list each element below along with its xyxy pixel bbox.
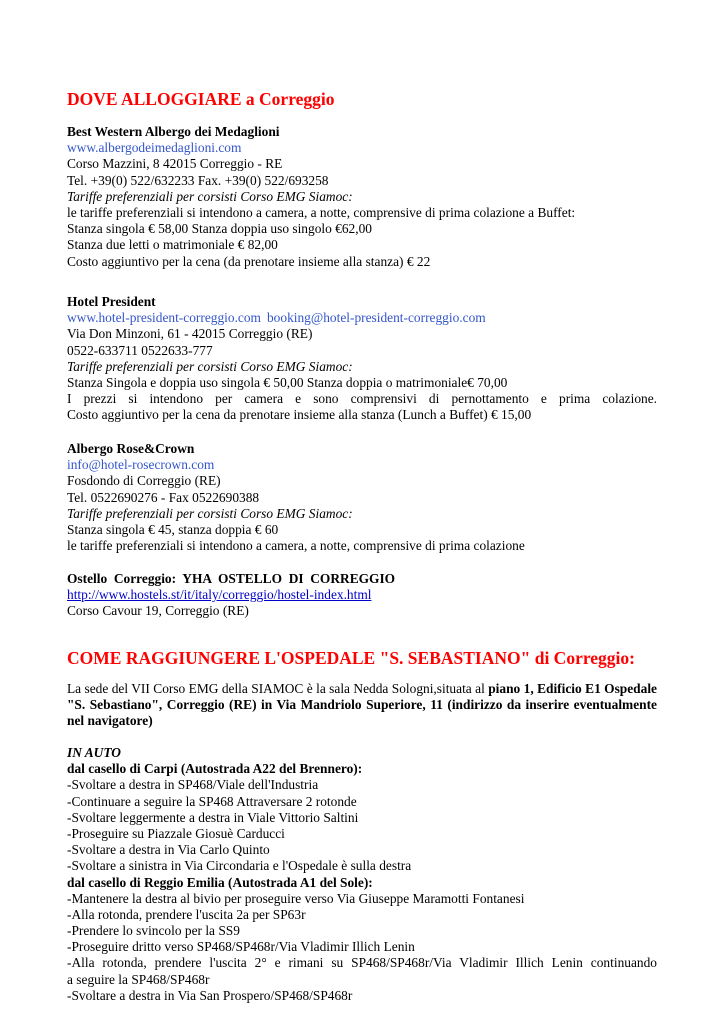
route-step: -Alla rotonda, prendere l'uscita 2° e rimani su SP468/SP468r/Via Vladimir Illich Lenin continuando bbox=[67, 955, 657, 971]
hotel-website-link[interactable]: www.hotel-president-correggio.com bbox=[67, 310, 261, 326]
hotel-name: Best Western Albergo dei Medaglioni bbox=[67, 124, 280, 139]
hotel-dinner-cost: Costo aggiuntivo per la cena da prenotare insieme alla stanza (Lunch a Buffet) € 15,00 bbox=[67, 407, 532, 423]
hotel-rate-double: Stanza due letti o matrimoniale € 82,00 bbox=[67, 237, 278, 253]
hotel-rates-title: Tariffe preferenziali per corsisti Corso EMG Siamoc: bbox=[67, 358, 353, 374]
hotel-address: Fosdondo di Correggio (RE) bbox=[67, 473, 221, 489]
route-step: a seguire la SP468/SP468r bbox=[67, 971, 210, 987]
route-step: -Continuare a seguire la SP468 Attraversare 2 rotonde bbox=[67, 793, 357, 809]
hotel-rates-note: le tariffe preferenziali si intendono a camera, a notte, comprensive di prima colazione a Buffet: bbox=[67, 204, 576, 220]
hotel-name: Albergo Rose&Crown bbox=[67, 441, 195, 456]
hotel-email-link[interactable]: booking@hotel-president-correggio.com bbox=[266, 310, 486, 326]
route-step: -Prendere lo svincolo per la SS9 bbox=[67, 923, 240, 939]
hotel-rate-single bbox=[67, 375, 657, 391]
route-step: -Svoltare a destra in Via Carlo Quinto bbox=[67, 842, 270, 858]
rate-text: Stanza singola € 58,00 Stanza doppia uso singolo € bbox=[67, 221, 342, 237]
route-step: -Proseguire su Piazzale Giosuè Carducci bbox=[67, 825, 285, 841]
hotel-address: Via Don Minzoni, 61 - 42015 Correggio (RE) bbox=[67, 326, 313, 342]
hotel-dinner-cost: Costo aggiuntivo per la cena (da prenotare insieme alla stanza) € 22 bbox=[67, 253, 431, 269]
hostel-block bbox=[67, 571, 657, 620]
hotel-rates-note: le tariffe preferenziali si intendono a camera, a notte, comprensive di prima colazione bbox=[67, 538, 525, 554]
directions-block bbox=[67, 745, 657, 1004]
hotel-rate-single bbox=[67, 221, 657, 237]
route-step: -Svoltare leggermente a destra in Viale Vittorio Saltini bbox=[67, 809, 359, 825]
hotel-rates: Stanza singola € 45, stanza doppia € 60 bbox=[67, 521, 279, 537]
hotel-rates-title: Tariffe preferenziali per corsisti Corso EMG Siamoc: bbox=[67, 188, 353, 204]
intro-text bbox=[67, 681, 657, 730]
route-carpi-title: dal casello di Carpi (Autostrada A22 del Brennero): bbox=[67, 761, 363, 777]
rate-text: Stanza Singola e doppia uso singola € 50,00 Stanza doppia o matrimoniale bbox=[67, 374, 468, 390]
route-step: -Svoltare a sinistra in Via Circondaria e l'Ospedale è sulla destra bbox=[67, 858, 412, 874]
by-car-heading: IN AUTO bbox=[67, 745, 121, 760]
hostel-name: Ostello Correggio: YHA OSTELLO DI CORREGGIO bbox=[67, 571, 396, 586]
intro-normal: La sede del VII Corso EMG della SIAMOC è la sala Nedda Sologni,situata al bbox=[67, 681, 489, 696]
route-step: -Svoltare a destra in Via San Prospero/SP468/SP468r bbox=[67, 987, 353, 1003]
hotel-website-link[interactable]: www.albergodeimedaglioni.com bbox=[67, 140, 242, 156]
intro-bold: piano 1, Edificio E1 Ospedale "S. Sebastiano", Correggio (RE) in Via Mandriolo Superiore, 11 (indirizzo da inserire eventualmente nel navigatore) bbox=[67, 681, 657, 729]
route-step: -Svoltare a destra in SP468/Viale dell'Industria bbox=[67, 777, 319, 793]
hotel-rosecrown-block bbox=[67, 441, 657, 554]
venue-intro-paragraph bbox=[67, 681, 657, 730]
rate-value: 62,00 bbox=[341, 221, 372, 237]
hotel-rates-title: Tariffe preferenziali per corsisti Corso EMG Siamoc: bbox=[67, 505, 353, 521]
hotel-prices-note: I prezzi si intendono per camera e sono comprensivi di pernottamento e prima colazione. bbox=[67, 391, 657, 407]
hotel-address: Corso Mazzini, 8 42015 Correggio - RE bbox=[67, 156, 283, 172]
hostel-address: Corso Cavour 19, Correggio (RE) bbox=[67, 603, 249, 619]
hotel-links bbox=[67, 310, 657, 326]
heading-how-to-reach: COME RAGGIUNGERE L'OSPEDALE "S. SEBASTIANO" di Correggio: bbox=[67, 648, 635, 668]
hotel-phone: Tel. +39(0) 522/632233 Fax. +39(0) 522/693258 bbox=[67, 172, 329, 188]
route-step: -Alla rotonda, prendere l'uscita 2a per SP63r bbox=[67, 906, 306, 922]
route-reggio-title: dal casello di Reggio Emilia (Autostrada A1 del Sole): bbox=[67, 874, 373, 890]
rate-value: € 70,00 bbox=[467, 374, 508, 390]
hotel-phone: 0522-633711 0522633-777 bbox=[67, 342, 213, 358]
route-step: -Mantenere la destra al bivio per proseguire verso Via Giuseppe Maramotti Fontanesi bbox=[67, 890, 525, 906]
hotel-phone: Tel. 0522690276 - Fax 0522690388 bbox=[67, 489, 260, 505]
hotel-email-link[interactable]: info@hotel-rosecrown.com bbox=[67, 457, 215, 473]
hostel-url-link[interactable]: http://www.hostels.st/it/italy/correggio/hostel-index.html bbox=[67, 587, 372, 603]
hotel-name: Hotel President bbox=[67, 294, 156, 309]
heading-where-to-stay: DOVE ALLOGGIARE a Correggio bbox=[67, 89, 335, 109]
hotel-best-western-block bbox=[67, 124, 657, 270]
hotel-president-block bbox=[67, 294, 657, 424]
route-step: -Proseguire dritto verso SP468/SP468r/Via Vladimir Illich Lenin bbox=[67, 939, 415, 955]
